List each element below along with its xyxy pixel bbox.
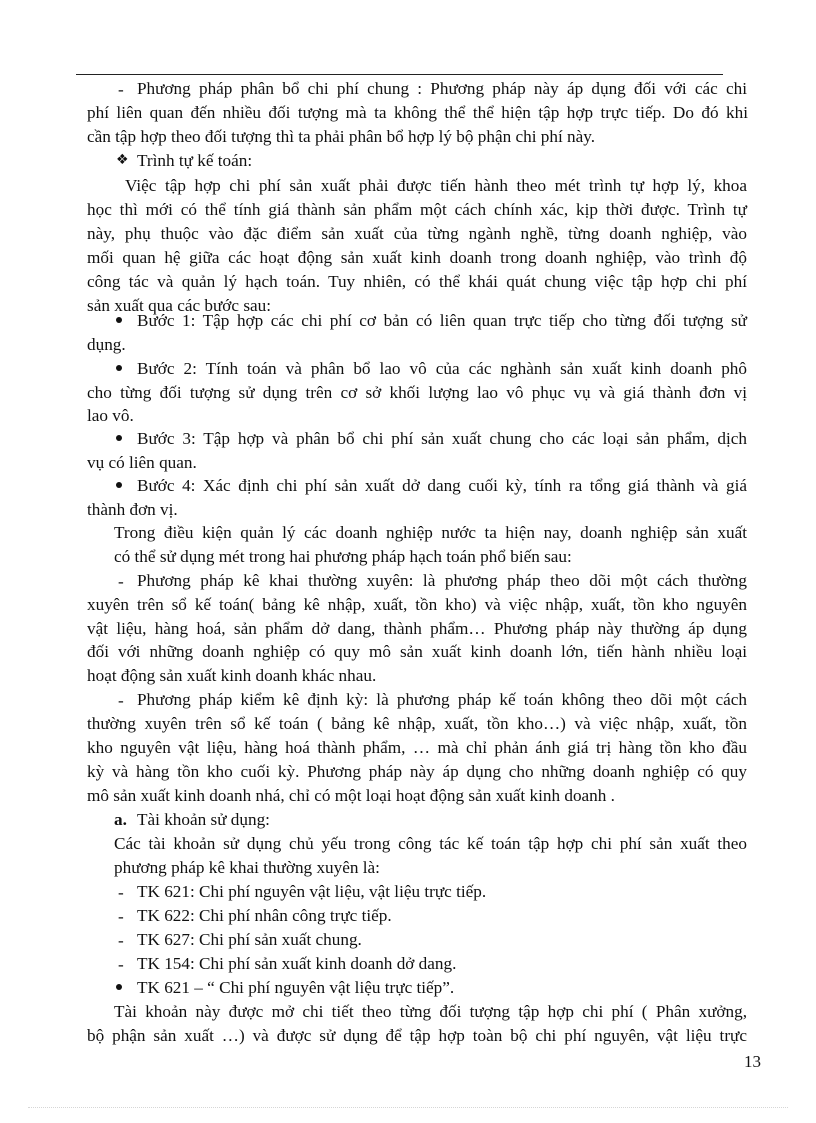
text-line: Các tài khoản sử dụng chủ yếu trong công tác kế toán tập hợp chi phí sản xuất theo xyxy=(114,834,747,853)
section-marker: a. xyxy=(114,810,127,829)
text-line: đối với những doanh nghiệp có quy mô sản xuất kinh doanh lớn, tiến hành nhiều loại xyxy=(87,642,747,661)
header-rule xyxy=(76,74,723,75)
page-number: 13 xyxy=(744,1052,761,1071)
bullet-icon xyxy=(116,317,122,323)
text-line: Việc tập hợp chi phí sản xuất phải được tiến hành theo mét trình tự hợp lý, khoa xyxy=(125,176,747,195)
text-line: kỳ và hàng tồn kho cuối kỳ. Phương pháp này áp dụng cho những doanh nghiệp có quy xyxy=(87,762,747,781)
dash-marker: - xyxy=(118,572,124,591)
dash-marker: - xyxy=(118,955,124,974)
text-line: thường xuyên trên sổ kế toán ( bảng kê nhập, xuất, tồn kho…) và việc nhập, xuất, tồn xyxy=(87,714,747,733)
text-line: Bước 4: Xác định chi phí sản xuất dở dang cuối kỳ, tính ra tổng giá thành và giá xyxy=(137,476,747,495)
text-line: thành đơn vị. xyxy=(87,500,178,519)
text-line: dụng. xyxy=(87,335,126,354)
text-line: phí liên quan đến nhiều đối tượng mà ta không thể thể hiện tập hợp trực tiếp. Do đó khi xyxy=(87,103,748,122)
text-line: vật liệu, hàng hoá, sản phẩm dở dang, thành phẩm… Phương pháp này thường áp dụng xyxy=(87,619,747,638)
text-line: Phương pháp kiểm kê định kỳ: là phương pháp kế toán không theo dõi một cách xyxy=(137,690,747,709)
account-heading: TK 621 – “ Chi phí nguyên vật liệu trực tiếp”. xyxy=(137,978,455,997)
text-line: Phương pháp kê khai thường xuyên: là phương pháp theo dõi một cách thường xyxy=(137,571,747,590)
text-line: kho nguyên vật liệu, hàng hoá thành phẩm, … mà chỉ phản ánh giá trị hàng tồn kho đầu xyxy=(87,738,747,757)
text-line: học thì mới có thể tính giá thành sản phẩm một cách chính xác, kịp thời được. Trình tự xyxy=(87,200,747,219)
bullet-icon xyxy=(116,984,122,990)
account-item: TK 154: Chi phí sản xuất kinh doanh dở dang. xyxy=(137,954,457,973)
section-title: Tài khoản sử dụng: xyxy=(137,810,270,829)
dash-marker: - xyxy=(118,931,124,950)
text-line: lao vô. xyxy=(87,406,134,425)
page-edge-divider xyxy=(28,1107,788,1108)
text-line: vụ có liên quan. xyxy=(87,453,197,472)
bullet-icon xyxy=(116,365,122,371)
text-line: Bước 2: Tính toán và phân bổ lao vô của các nghành sản xuất kinh doanh phô xyxy=(137,359,747,378)
text-line: Bước 3: Tập hợp và phân bổ chi phí sản xuất chung cho các loại sản phẩm, dịch xyxy=(137,429,747,448)
section-heading: Trình tự kế toán: xyxy=(137,151,253,170)
text-line: cần tập hợp theo đối tượng thì ta phải phân bổ hợp lý bộ phận chi phí này. xyxy=(87,127,596,146)
account-item: TK 627: Chi phí sản xuất chung. xyxy=(137,930,362,949)
text-line: có thể sử dụng mét trong hai phương pháp hạch toán phổ biến sau: xyxy=(114,547,572,566)
dash-marker: - xyxy=(118,691,124,710)
text-line: sản xuất qua các bước sau: xyxy=(87,296,272,315)
text-line: mối quan hệ giữa các hoạt động sản xuất kinh doanh trong doanh nghiệp, vào trình độ xyxy=(87,248,747,267)
text-line: hoạt động sản xuất kinh doanh khác nhau. xyxy=(87,666,377,685)
account-item: TK 622: Chi phí nhân công trực tiếp. xyxy=(137,906,392,925)
text-line: bộ phận sản xuất …) và được sử dụng để tập hợp toàn bộ chi phí nguyên, vật liệu trực xyxy=(87,1026,747,1045)
text-line: Phương pháp phân bổ chi phí chung : Phương pháp này áp dụng đối với các chi xyxy=(137,79,747,98)
bullet-icon xyxy=(116,482,122,488)
text-line: Tài khoản này được mở chi tiết theo từng đối tượng tập hợp chi phí ( Phân xưởng, xyxy=(114,1002,747,1021)
text-line: này, phụ thuộc vào đặc điểm sản xuất của từng ngành nghề, từng doanh nghiệp, vào xyxy=(87,224,747,243)
dash-marker: - xyxy=(118,907,124,926)
text-line: phương pháp kê khai thường xuyên là: xyxy=(114,858,380,877)
text-line: cho từng đối tượng sử dụng trên cơ sở khối lượng lao vô phục vụ và giá thành đơn vị xyxy=(87,383,747,402)
dash-marker: - xyxy=(118,80,124,99)
text-line: Bước 1: Tập hợp các chi phí cơ bản có liên quan trực tiếp cho từng đối tượng sử xyxy=(137,311,747,330)
diamond-bullet-icon: ❖ xyxy=(116,152,129,168)
account-item: TK 621: Chi phí nguyên vật liệu, vật liệu trực tiếp. xyxy=(137,882,487,901)
dash-marker: - xyxy=(118,883,124,902)
text-line: công tác và quản lý hạch toán. Tuy nhiên, có thể khái quát chung việc tập hợp chi phí xyxy=(87,272,747,291)
text-line: xuyên trên sổ kế toán( bảng kê nhập, xuất, tồn kho) và việc nhập, xuất, tồn kho nguyên xyxy=(87,595,747,614)
bullet-icon xyxy=(116,435,122,441)
text-line: Trong điều kiện quản lý các doanh nghiệp nước ta hiện nay, doanh nghiệp sản xuất xyxy=(114,523,747,542)
text-line: mô sản xuất kinh doanh nhá, chỉ có một loại hoạt động sản xuất kinh doanh . xyxy=(87,786,615,805)
